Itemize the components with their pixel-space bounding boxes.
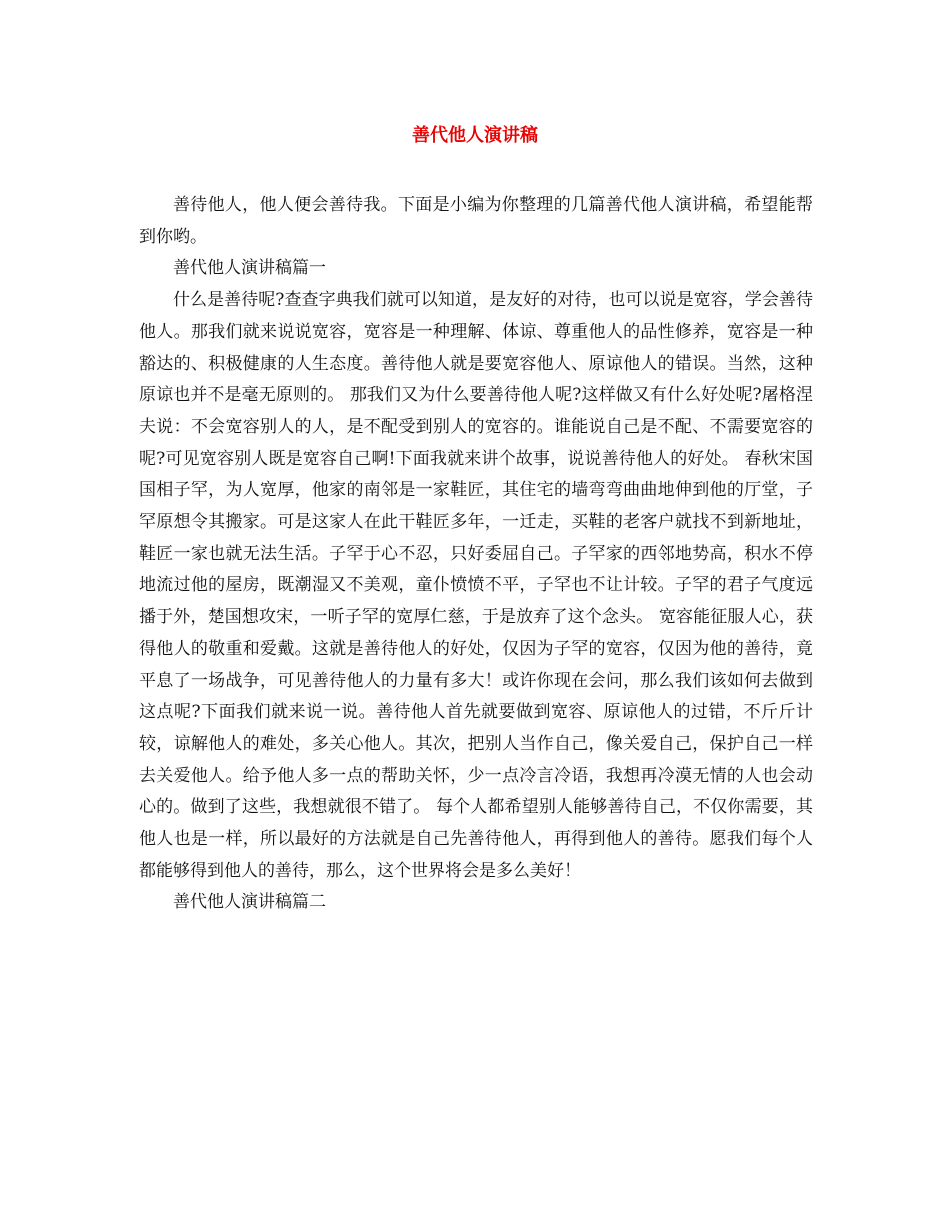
section-2-heading: 善代他人演讲稿篇二 (173, 892, 326, 913)
section-1-body: 什么是善待呢?查查字典我们就可以知道，是友好的对待，也可以说是宽容，学会善待他人。那我们就来说说宽容，宽容是一种理解、体谅、尊重他人的品性修养，宽容是一种豁达的、积极健康的人生态度。善待他人就是要宽容他人、原谅他人的错误。当然，这种原谅也并不是毫无原则的。 那我们又为什么要善待他人呢?这样做又有什么好处呢?屠格涅夫说：不会宽容别人的人，是不配受到别人的宽容的。谁能说自己是不配、不需要宽容的呢?可见宽容别人既是宽容自己啊!下面我就来讲个故事，说说善待他人的好处。 春秋宋国国相子罕，为人宽厚，他家的南邻是一家鞋匠，其住宅的墙弯弯曲曲地伸到他的厅堂，子罕原想令其搬家。可是这家人在此干鞋匠多年，一迁走，买鞋的老客户就找不到新地址，鞋匠一家也就无法生活。子罕于心不忍，只好委屈自己。子罕家的西邻地势高，积水不停地流过他的屋房，既潮湿又不美观，童仆愤愤不平，子罕也不让计较。子罕的君子气度远播于外，楚国想攻宋，一听子罕的宽厚仁慈，于是放弃了这个念头。 宽容能征服人心，获得他人的敬重和爱戴。这就是善待他人的好处，仅因为子罕的宽容，仅因为他的善待，竟平息了一场战争，可见善待他人的力量有多大！或许你现在会问，那么我们该如何去做到这点呢?下面我们就来说一说。善待他人首先就要做到宽容、原谅他人的过错，不斤斤计较，谅解他人的难处，多关心他人。其次，把别人当作自己，像关爱自己，保护自己一样去关爱他人。给予他人多一点的帮助关怀，少一点冷言冷语，我想再冷漠无情的人也会动心的。做到了这些，我想就很不错了。 每个人都希望别人能够善待自己，不仅你需要，其他人也是一样，所以最好的方法就是自己先善待他人，再得到他人的善待。愿我们每个人都能够得到他人的善待，那么，这个世界将会是多么美好！ (139, 290, 813, 881)
section-1-heading: 善代他人演讲稿篇一 (173, 258, 326, 279)
intro-paragraph: 善待他人，他人便会善待我。下面是小编为你整理的几篇善代他人演讲稿，希望能帮到你哟。 (139, 195, 813, 247)
document-title: 善代他人演讲稿 (412, 125, 538, 146)
document-body (139, 190, 813, 919)
